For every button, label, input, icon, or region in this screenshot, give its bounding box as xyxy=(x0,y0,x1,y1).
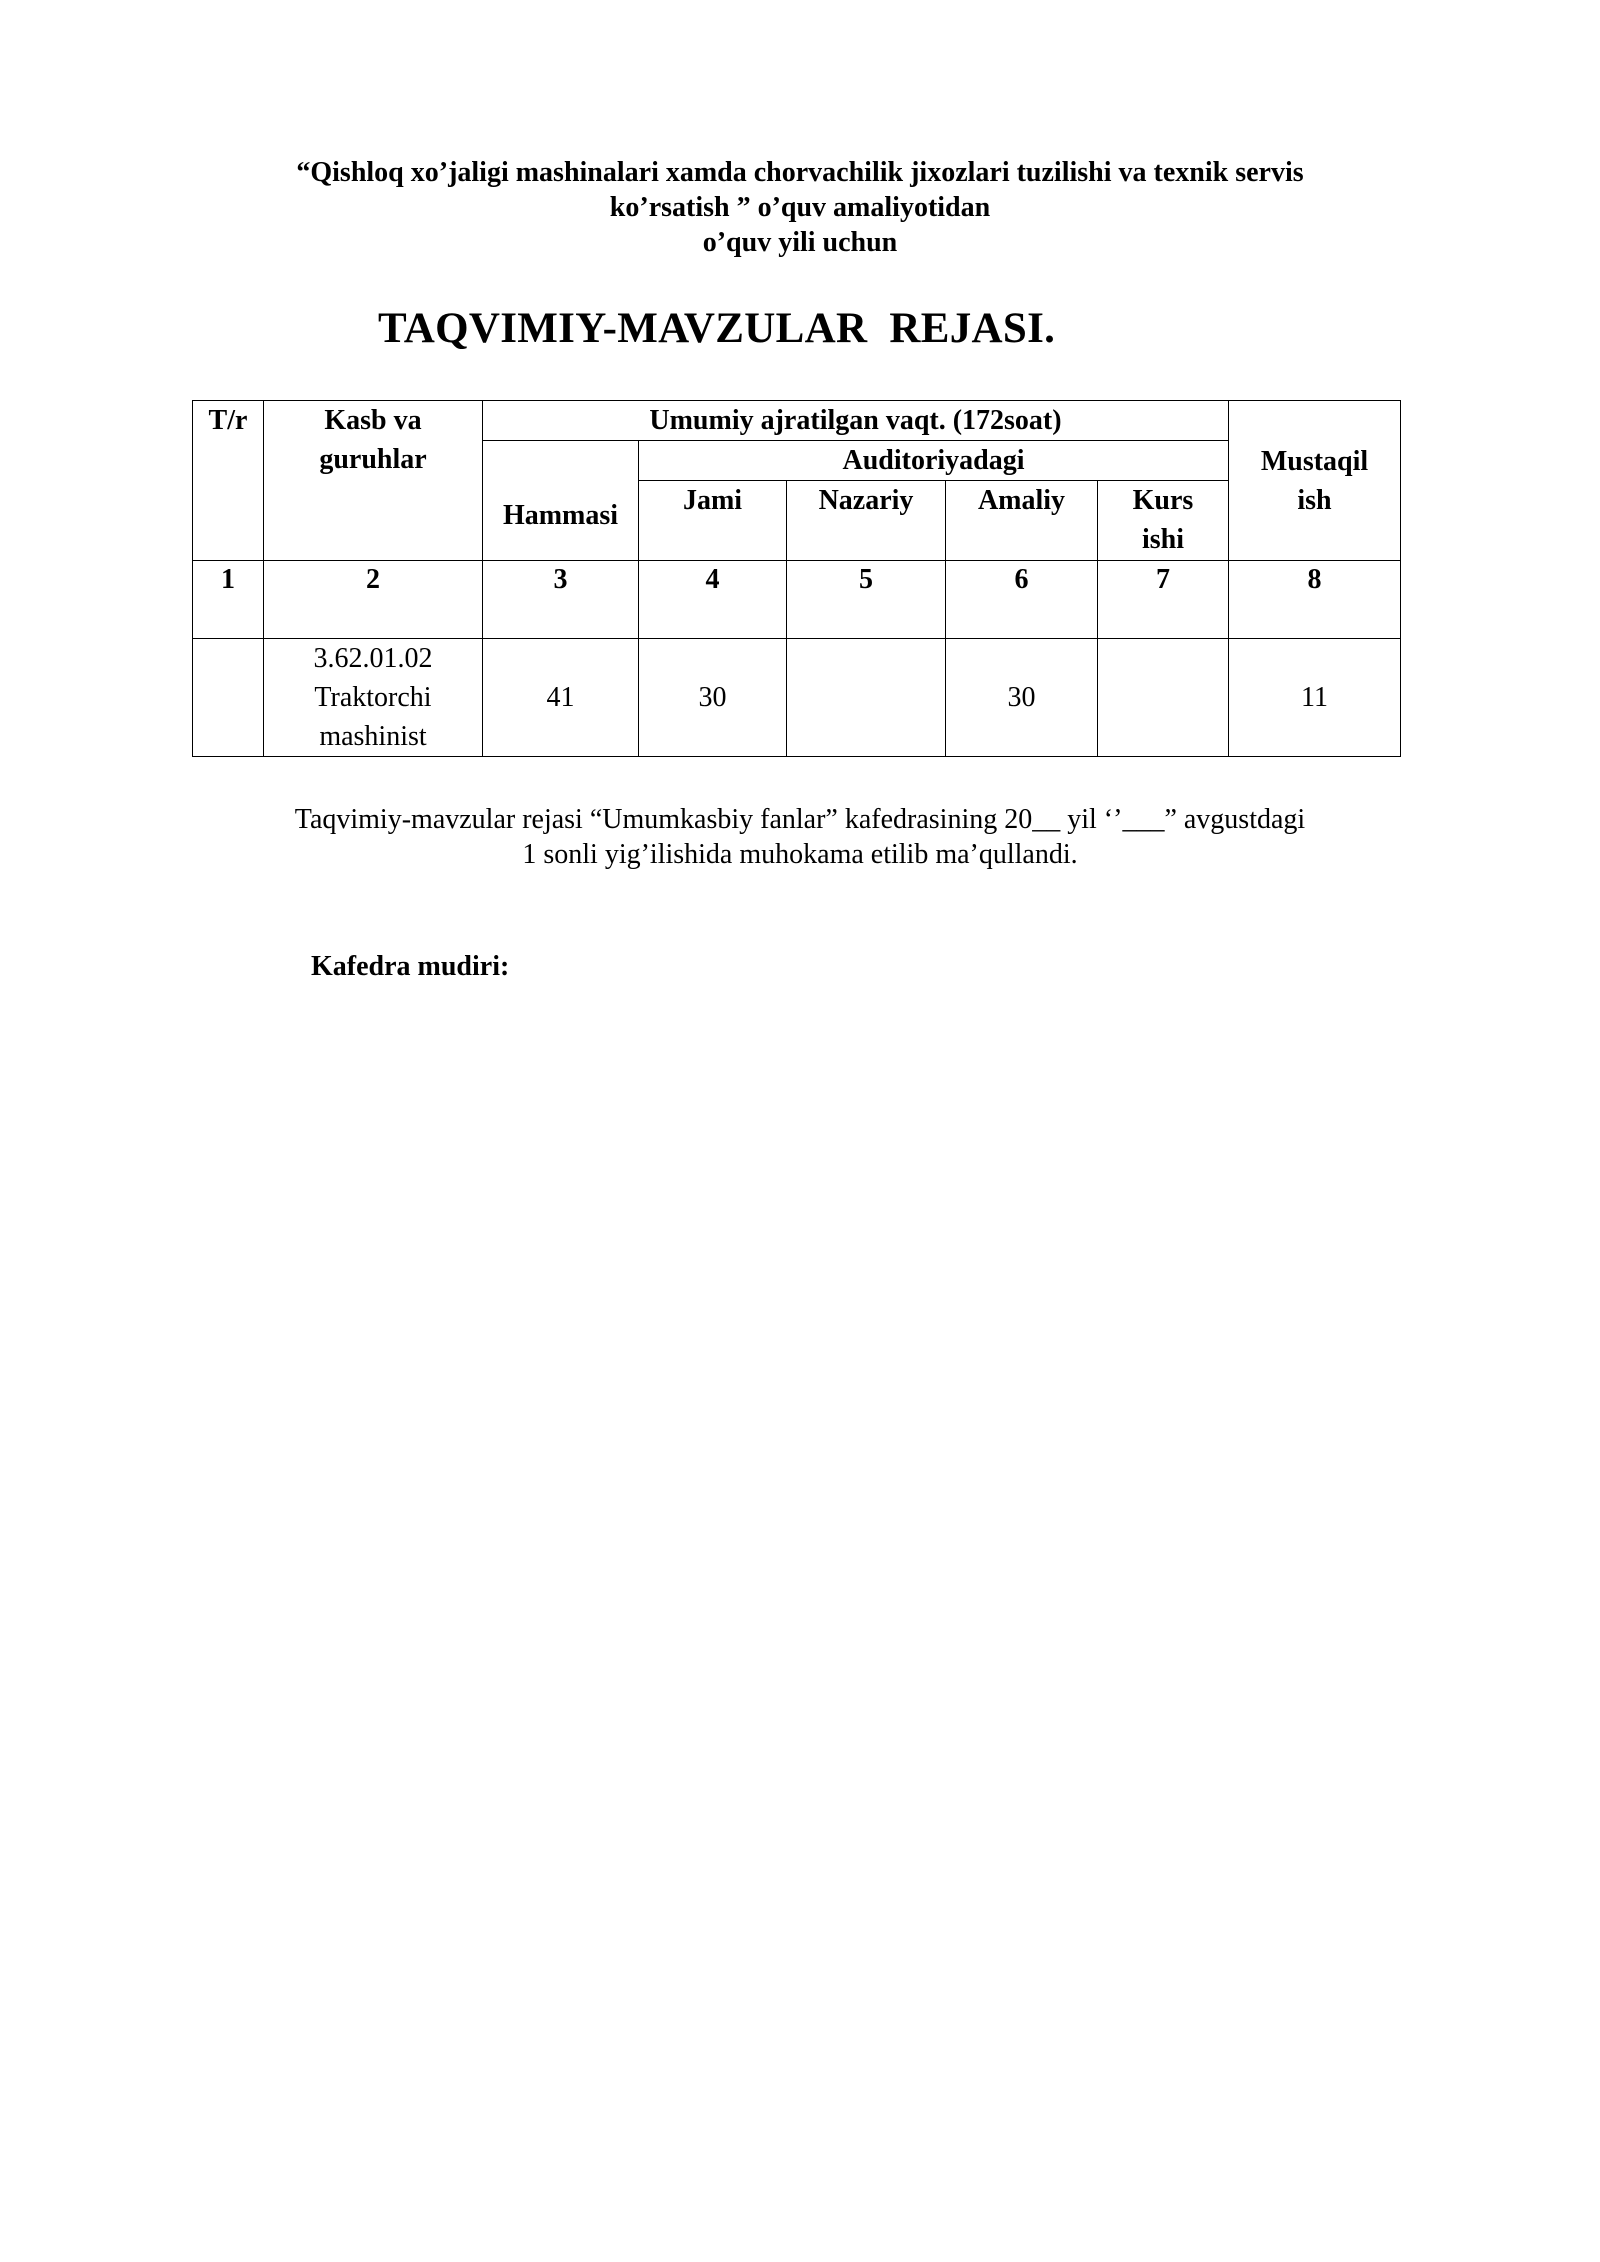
header-cell-mustaqil xyxy=(1229,401,1401,561)
header-cell-hammasi xyxy=(483,441,639,561)
department-head-signature-label: Kafedra mudiri: xyxy=(311,951,510,982)
header-nazariy-label: Nazariy xyxy=(818,485,914,516)
column-number-row xyxy=(193,561,1401,639)
row-kasb-name-line1: Traktorchi xyxy=(314,682,432,713)
row-kasb-cell xyxy=(264,639,483,757)
header-cell-kurs xyxy=(1098,481,1229,561)
column-number-cell: 4 xyxy=(639,561,787,639)
header-cell-auditoriyadagi xyxy=(639,441,1229,481)
column-number-cell: 7 xyxy=(1098,561,1229,639)
column-number-cell: 5 xyxy=(787,561,946,639)
header-auditoriyadagi-label: Auditoriyadagi xyxy=(842,445,1025,476)
header-kasb-line2: guruhlar xyxy=(319,444,427,475)
header-jami-label: Jami xyxy=(682,485,743,516)
row-kurs-ishi-cell xyxy=(1098,639,1229,757)
row-kasb-name-line2: mashinist xyxy=(319,721,427,752)
column-number-cell: 1 xyxy=(193,561,264,639)
document-title: TAQVIMIY-MAVZULAR REJASI. xyxy=(378,305,1056,352)
header-line-3: o’quv yili uchun xyxy=(702,227,898,258)
header-mustaqil-line2: ish xyxy=(1297,484,1332,516)
header-mustaqil-line1: Mustaqil xyxy=(1260,445,1369,477)
header-tr-label: T/r xyxy=(208,405,248,436)
document-header xyxy=(0,155,1600,260)
row-nazariy-cell xyxy=(787,639,946,757)
table-row xyxy=(193,639,1401,757)
header-cell-tr xyxy=(193,401,264,561)
header-cell-kasb xyxy=(264,401,483,561)
column-number-cell: 3 xyxy=(483,561,639,639)
header-cell-jami xyxy=(639,481,787,561)
header-cell-amaliy xyxy=(946,481,1098,561)
approval-statement xyxy=(0,802,1600,872)
approval-line-1: Taqvimiy-mavzular rejasi “Umumkasbiy fanlar” kafedrasining 20__ yil ‘’___” avgustdagi xyxy=(294,804,1306,835)
approval-line-2: 1 sonli yig’ilishida muhokama etilib ma’qullandi. xyxy=(522,839,1078,870)
column-number-cell: 8 xyxy=(1229,561,1401,639)
header-amaliy-label: Amaliy xyxy=(977,485,1066,516)
column-number-cell: 6 xyxy=(946,561,1098,639)
header-cell-umumiy xyxy=(483,401,1229,441)
header-line-1: “Qishloq xo’jaligi mashinalari xamda chorvachilik jixozlari tuzilishi va texnik servis xyxy=(296,157,1304,188)
header-kurs-line2: ishi xyxy=(1141,524,1185,555)
row-kasb-code: 3.62.01.02 xyxy=(313,643,433,674)
column-number-cell: 2 xyxy=(264,561,483,639)
header-umumiy-label: Umumiy ajratilgan vaqt. (172soat) xyxy=(649,405,1062,436)
header-hammasi-label: Hammasi xyxy=(502,500,619,531)
header-cell-nazariy xyxy=(787,481,946,561)
header-kurs-line1: Kurs xyxy=(1132,485,1194,516)
row-tr-cell xyxy=(193,639,264,757)
row-jami-cell: 30 xyxy=(639,639,787,757)
row-hammasi-cell: 41 xyxy=(483,639,639,757)
header-line-2: ko’rsatish ” o’quv amaliyotidan xyxy=(609,192,991,223)
header-kasb-line1: Kasb va xyxy=(324,405,422,436)
row-amaliy-cell: 30 xyxy=(946,639,1098,757)
row-mustaqil-ish-cell: 11 xyxy=(1229,639,1401,757)
calendar-plan-table xyxy=(192,400,1401,757)
